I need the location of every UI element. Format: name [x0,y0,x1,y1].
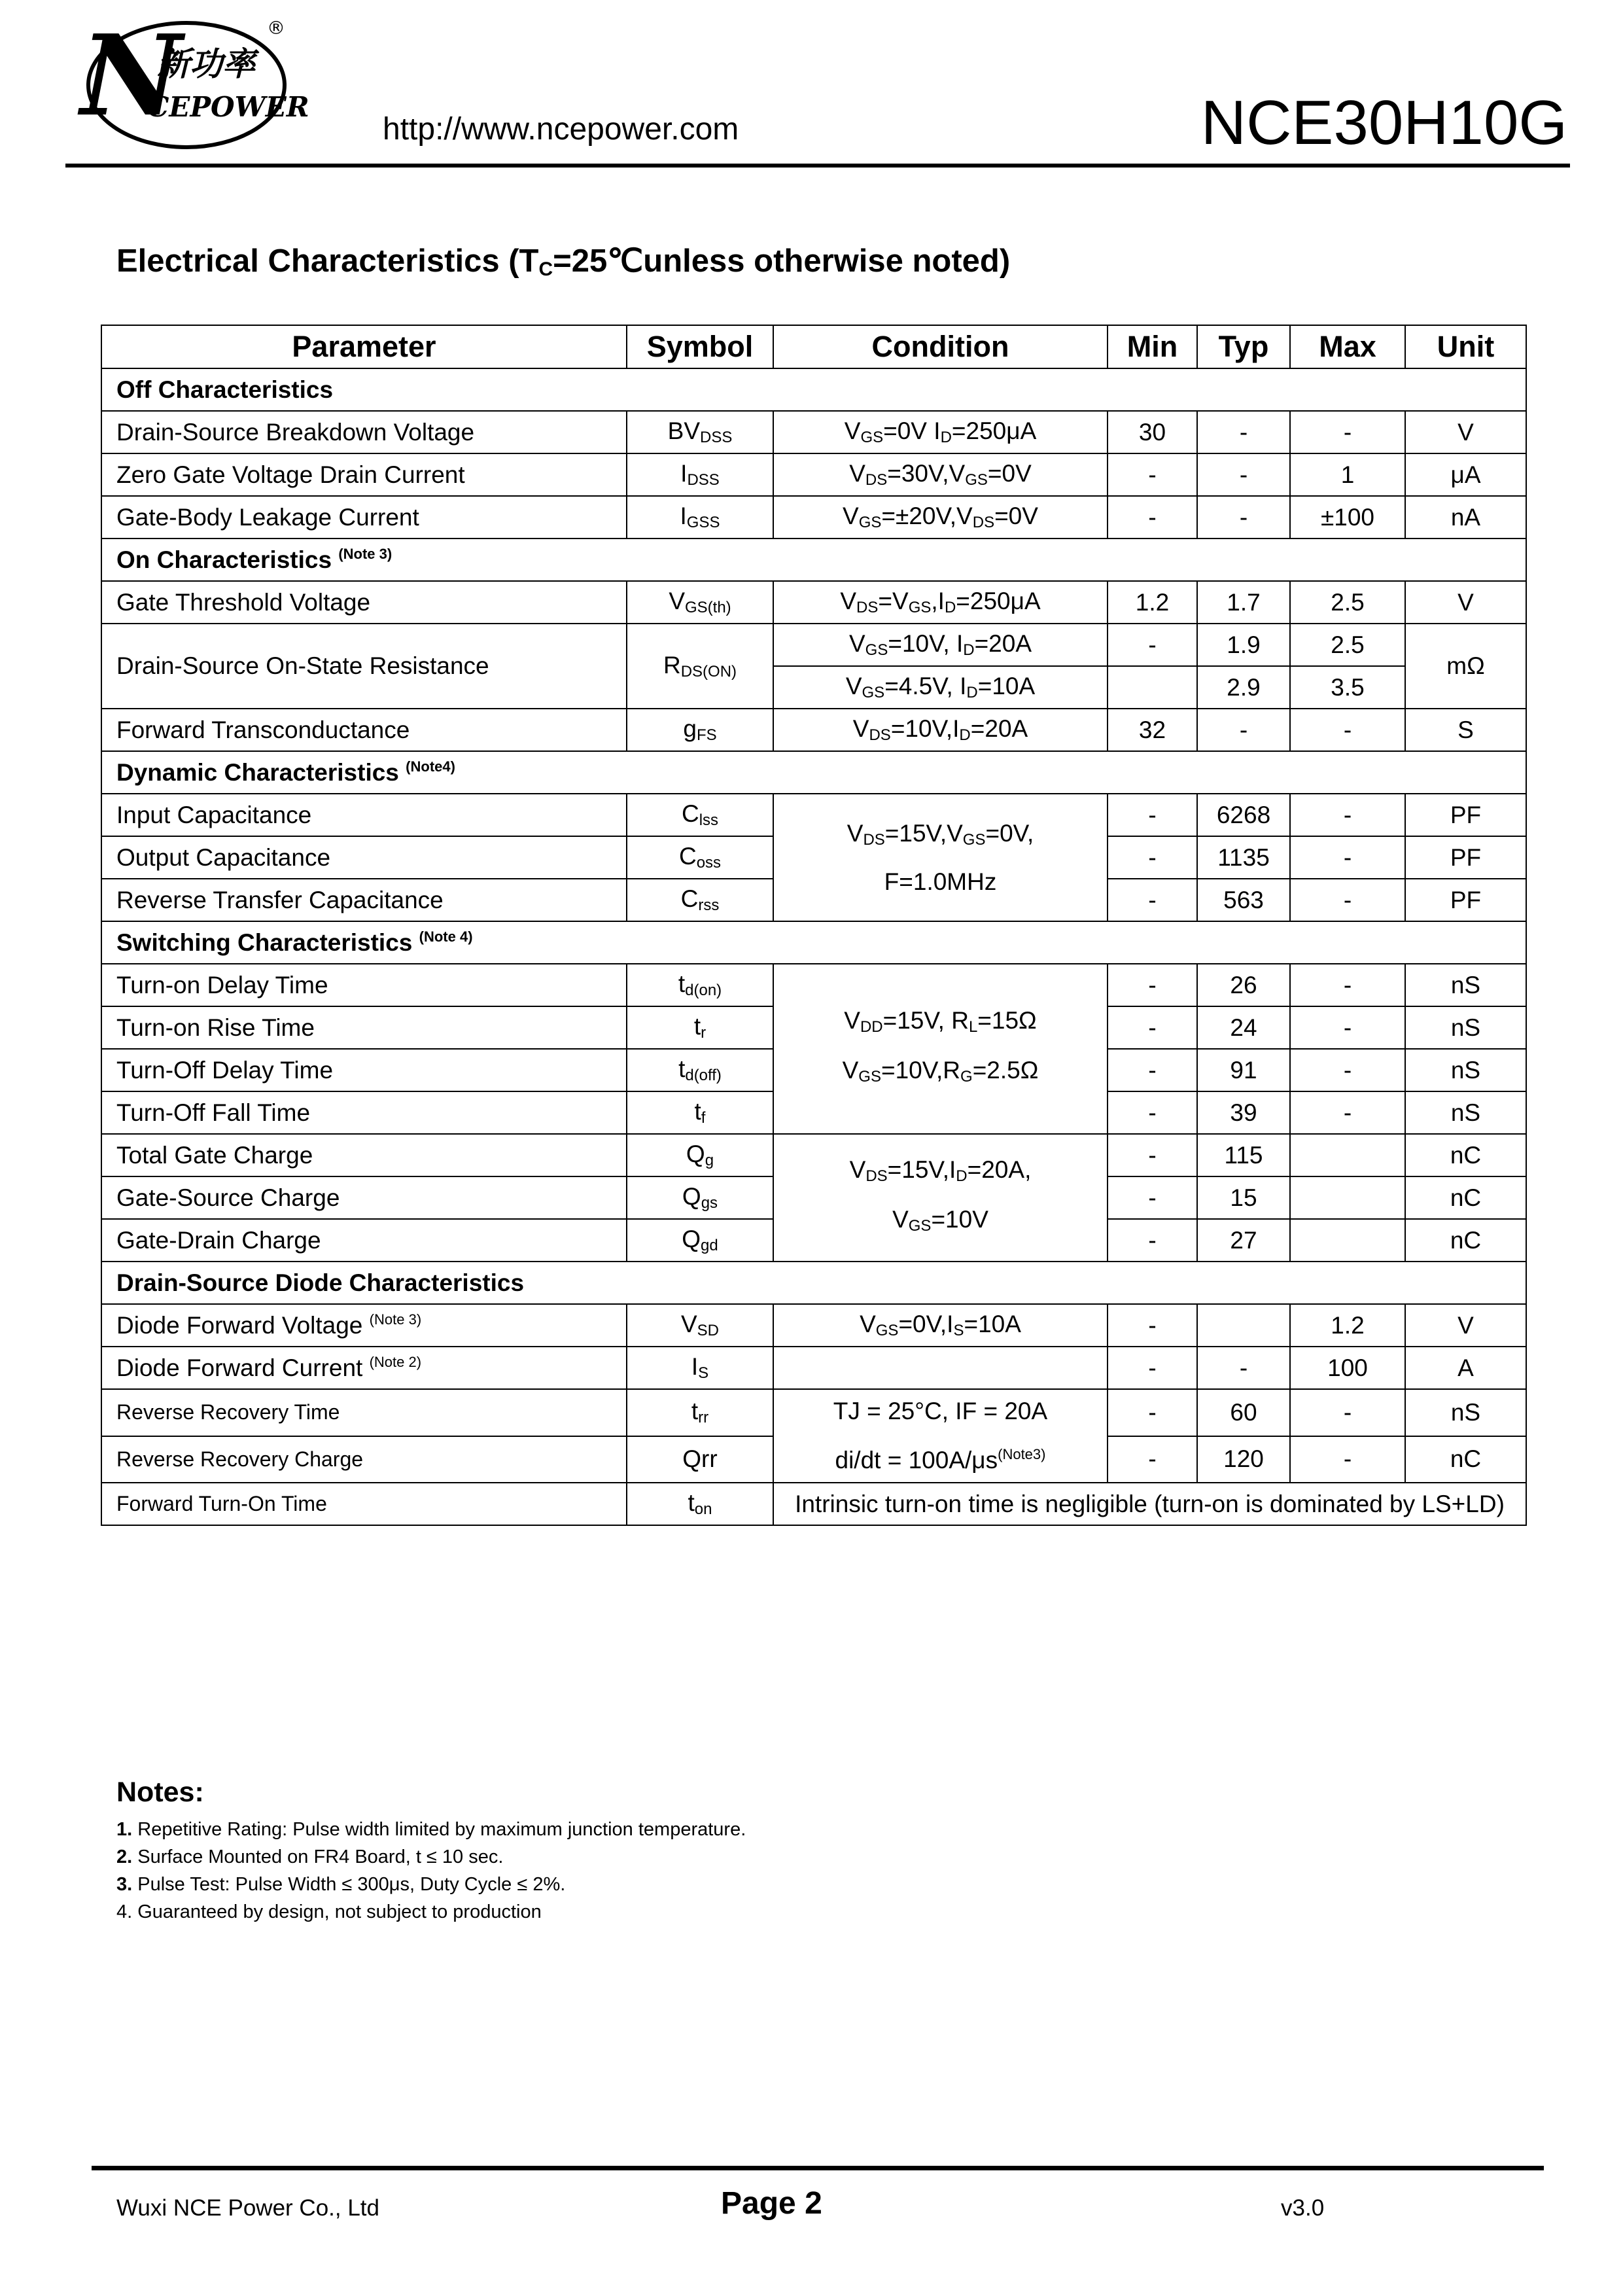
table-cell: - [1108,1176,1197,1219]
table-cell: $V_{GS}=\pm 20V,V_{DS}=0V$ [773,496,1108,539]
header-condition: Condition [773,325,1108,368]
table-cell: V [1405,1304,1526,1347]
table-cell: Forward Turn-On Time [101,1483,627,1525]
table-cell: - [1108,1436,1197,1483]
table-cell: 3.5 [1290,666,1405,709]
table-cell: 2.5 [1290,581,1405,624]
table-cell: 100 [1290,1347,1405,1389]
footer-company: Wuxi NCE Power Co., Ltd [116,2195,379,2221]
header-divider [65,164,1570,168]
table-cell: Reverse Recovery Charge [101,1436,627,1483]
table-cell: $R_{DS(ON)}$ [627,624,773,709]
table-cell: $BV_{DSS}$ [627,411,773,453]
table-cell: - [1108,624,1197,666]
table-cell: $t_{d(off)}$ [627,1049,773,1091]
table-cell: - [1108,794,1197,836]
table-cell: nC [1405,1176,1526,1219]
page-number: Page 2 [721,2186,822,2221]
table-cell [1290,1219,1405,1262]
table-cell: 1135 [1197,836,1290,879]
table-cell: - [1108,879,1197,921]
table-row [101,794,1526,836]
table-cell: S [1405,709,1526,751]
table-cell: - [1290,1091,1405,1134]
table-cell: 1.9 [1197,624,1290,666]
website-url[interactable]: http://www.ncepower.com [383,112,739,147]
table-cell [773,1347,1108,1389]
table-cell: Diode Forward Voltage $^{(Note 3)}$ [101,1304,627,1347]
header-max: Max [1290,325,1405,368]
table-cell: nC [1405,1219,1526,1262]
table-cell: Gate-Source Charge [101,1176,627,1219]
table-cell: PF [1405,794,1526,836]
notes-title: Notes: [116,1776,204,1808]
table-cell: nC [1405,1134,1526,1176]
category-on: On Characteristics $^{(Note 3)}$ [101,539,1526,581]
table-cell: - [1108,1006,1197,1049]
table-cell: - [1108,836,1197,879]
table-cell: $g_{FS}$ [627,709,773,751]
table-row [101,1347,1526,1389]
table-cell: Turn-Off Delay Time [101,1049,627,1091]
table-cell: 32 [1108,709,1197,751]
company-logo [75,10,309,154]
table-cell: nC [1405,1436,1526,1483]
table-cell: - [1197,411,1290,453]
table-cell: - [1108,1304,1197,1347]
table-cell: $t_{on}$ [627,1483,773,1525]
table-cell: 1.7 [1197,581,1290,624]
table-cell: - [1290,1436,1405,1483]
table-cell: - [1108,1091,1197,1134]
table-cell: 26 [1197,964,1290,1006]
note-item: 2. Surface Mounted on FR4 Board, t ≤ 10 sec. [116,1846,504,1867]
table-cell: $V_{DS}=10V,I_D=20A$ [773,709,1108,751]
table-cell: 1.2 [1290,1304,1405,1347]
table-cell: Drain-Source On-State Resistance [101,624,627,709]
table-cell: Intrinsic turn-on time is negligible (turn-on is dominated by LS+LD) [773,1483,1526,1525]
table-cell: - [1108,1347,1197,1389]
table-cell [1290,1134,1405,1176]
table-row [101,624,1526,666]
table-cell: $t_f$ [627,1091,773,1134]
table-cell: - [1108,964,1197,1006]
table-cell: Turn-on Delay Time [101,964,627,1006]
table-cell: $V_{DS}=15V,I_D=20A$, $V_{GS}=10V$ [773,1134,1108,1262]
table-cell: $t_r$ [627,1006,773,1049]
table-cell: $V_{GS}=10V$, $I_D=20A$ [773,624,1108,666]
table-cell: V [1405,411,1526,453]
category-row [101,1262,1526,1304]
table-cell: - [1290,1006,1405,1049]
category-row [101,368,1526,411]
table-cell: Output Capacitance [101,836,627,879]
table-cell: $C_{oss}$ [627,836,773,879]
table-row [101,411,1526,453]
table-cell: - [1108,1049,1197,1091]
table-cell: $V_{DS}=30V,V_{GS}=0V$ [773,453,1108,496]
table-cell: TJ = 25°C, IF = 20A $di/dt = 100A/\mu s^{(Note3)}$ [773,1389,1108,1483]
category-row [101,539,1526,581]
table-cell: A [1405,1347,1526,1389]
table-cell: - [1108,453,1197,496]
table-row [101,496,1526,539]
table-cell: $V_{DS}=15V,V_{GS}=0V$, F=1.0MHz [773,794,1108,921]
table-cell: - [1290,794,1405,836]
table-cell: Turn-Off Fall Time [101,1091,627,1134]
section-title: Electrical Characteristics ($T_C=25℃unless$ otherwise noted) [116,243,1011,280]
table-cell: - [1290,1049,1405,1091]
category-switching: Switching Characteristics $^{(Note 4)}$ [101,921,1526,964]
table-cell: - [1108,1134,1197,1176]
table-cell: 24 [1197,1006,1290,1049]
table-cell: - [1290,964,1405,1006]
table-cell: - [1290,411,1405,453]
table-cell: 15 [1197,1176,1290,1219]
table-cell: PF [1405,879,1526,921]
table-cell: $V_{GS(th)}$ [627,581,773,624]
table-cell: 563 [1197,879,1290,921]
table-cell: - [1197,453,1290,496]
table-cell: - [1108,1219,1197,1262]
table-cell: $I_{DSS}$ [627,453,773,496]
table-cell: nS [1405,1091,1526,1134]
table-cell: μA [1405,453,1526,496]
table-row [101,709,1526,751]
table-cell: $I_{GSS}$ [627,496,773,539]
table-cell: Zero Gate Voltage Drain Current [101,453,627,496]
category-off: Off Characteristics [101,368,1526,411]
table-cell: 120 [1197,1436,1290,1483]
logo-letter: N [80,10,183,141]
table-header-row [101,325,1526,368]
table-cell: - [1108,496,1197,539]
table-cell: $t_{rr}$ [627,1389,773,1436]
table-cell: 60 [1197,1389,1290,1436]
notes-list [116,1816,746,1926]
table-cell: Reverse Recovery Time [101,1389,627,1436]
table-cell: - [1290,709,1405,751]
registered-mark: ® [267,17,285,39]
header-typ: Typ [1197,325,1290,368]
document-version: v3.0 [1281,2195,1325,2221]
table-cell: 39 [1197,1091,1290,1134]
table-cell: nS [1405,1006,1526,1049]
table-cell: $V_{GS}=0V$ $I_D=250\mu A$ [773,411,1108,453]
table-row [101,581,1526,624]
table-cell: Gate-Drain Charge [101,1219,627,1262]
table-cell: Input Capacitance [101,794,627,836]
table-cell: 30 [1108,411,1197,453]
table-row [101,1389,1526,1436]
table-cell: Diode Forward Current $^{(Note 2)}$ [101,1347,627,1389]
table-cell: 115 [1197,1134,1290,1176]
footer-divider [92,2166,1544,2170]
table-cell: $V_{DS}=V_{GS},I_D=250\mu A$ [773,581,1108,624]
electrical-characteristics-table [101,325,1527,1526]
table-cell [1197,1304,1290,1347]
header-unit: Unit [1405,325,1526,368]
table-cell: 6268 [1197,794,1290,836]
table-cell: $V_{SD}$ [627,1304,773,1347]
table-row [101,453,1526,496]
table-cell: Forward Transconductance [101,709,627,751]
header-min: Min [1108,325,1197,368]
header-parameter: Parameter [101,325,627,368]
table-cell: - [1290,1389,1405,1436]
category-row [101,751,1526,794]
table-cell: $t_{d(on)}$ [627,964,773,1006]
logo-text-en: CEPOWER [147,91,309,123]
table-cell: Gate Threshold Voltage [101,581,627,624]
table-cell: $C_{rss}$ [627,879,773,921]
note-item: 1. Repetitive Rating: Pulse width limited by maximum junction temperature. [116,1819,746,1840]
table-cell: $I_S$ [627,1347,773,1389]
table-cell: $V_{GS}=4.5V$, $I_D=10A$ [773,666,1108,709]
table-row [101,1483,1526,1525]
category-row [101,921,1526,964]
part-number: NCE30H10G [1200,88,1567,158]
table-cell: $V_{GS}=0V,I_S=10A$ [773,1304,1108,1347]
table-row [101,964,1526,1006]
table-cell: 1.2 [1108,581,1197,624]
table-cell: - [1108,1389,1197,1436]
table-cell: 1 [1290,453,1405,496]
table-cell: V [1405,581,1526,624]
table-cell: $Q_{gd}$ [627,1219,773,1262]
table-cell: $C_{lss}$ [627,794,773,836]
table-cell: PF [1405,836,1526,879]
table-cell [1290,1176,1405,1219]
table-cell: nA [1405,496,1526,539]
category-diode: Drain-Source Diode Characteristics [101,1262,1526,1304]
table-cell: 91 [1197,1049,1290,1091]
table-cell: - [1290,836,1405,879]
table-cell: - [1197,496,1290,539]
table-row [101,1304,1526,1347]
table-cell: Gate-Body Leakage Current [101,496,627,539]
note-item: 4. Guaranteed by design, not subject to production [116,1901,542,1922]
table-cell: $Q_g$ [627,1134,773,1176]
logo-text-cn: 新功率 [157,45,255,83]
table-cell: 2.9 [1197,666,1290,709]
table-cell: Drain-Source Breakdown Voltage [101,411,627,453]
table-cell: $V_{DD}=15V$, $R_L=15\Omega$ $V_{GS}=10V,R_G=2.5\Omega$ [773,964,1108,1134]
table-row [101,1134,1526,1176]
note-item: 3. Pulse Test: Pulse Width ≤ 300μs, Duty Cycle ≤ 2%. [116,1874,566,1895]
table-cell: nS [1405,1389,1526,1436]
table-cell: $Q_{gs}$ [627,1176,773,1219]
table-cell: nS [1405,964,1526,1006]
table-cell: 2.5 [1290,624,1405,666]
table-cell [1108,666,1197,709]
category-dynamic: Dynamic Characteristics $^{(Note4)}$ [101,751,1526,794]
table-cell: Reverse Transfer Capacitance [101,879,627,921]
table-cell: Turn-on Rise Time [101,1006,627,1049]
header-symbol: Symbol [627,325,773,368]
table-cell: Qrr [627,1436,773,1483]
table-cell: ±100 [1290,496,1405,539]
table-cell: nS [1405,1049,1526,1091]
table-cell: - [1290,879,1405,921]
table-cell: - [1197,1347,1290,1389]
table-cell: - [1197,709,1290,751]
table-cell: Total Gate Charge [101,1134,627,1176]
table-cell: 27 [1197,1219,1290,1262]
table-cell: mΩ [1405,624,1526,709]
